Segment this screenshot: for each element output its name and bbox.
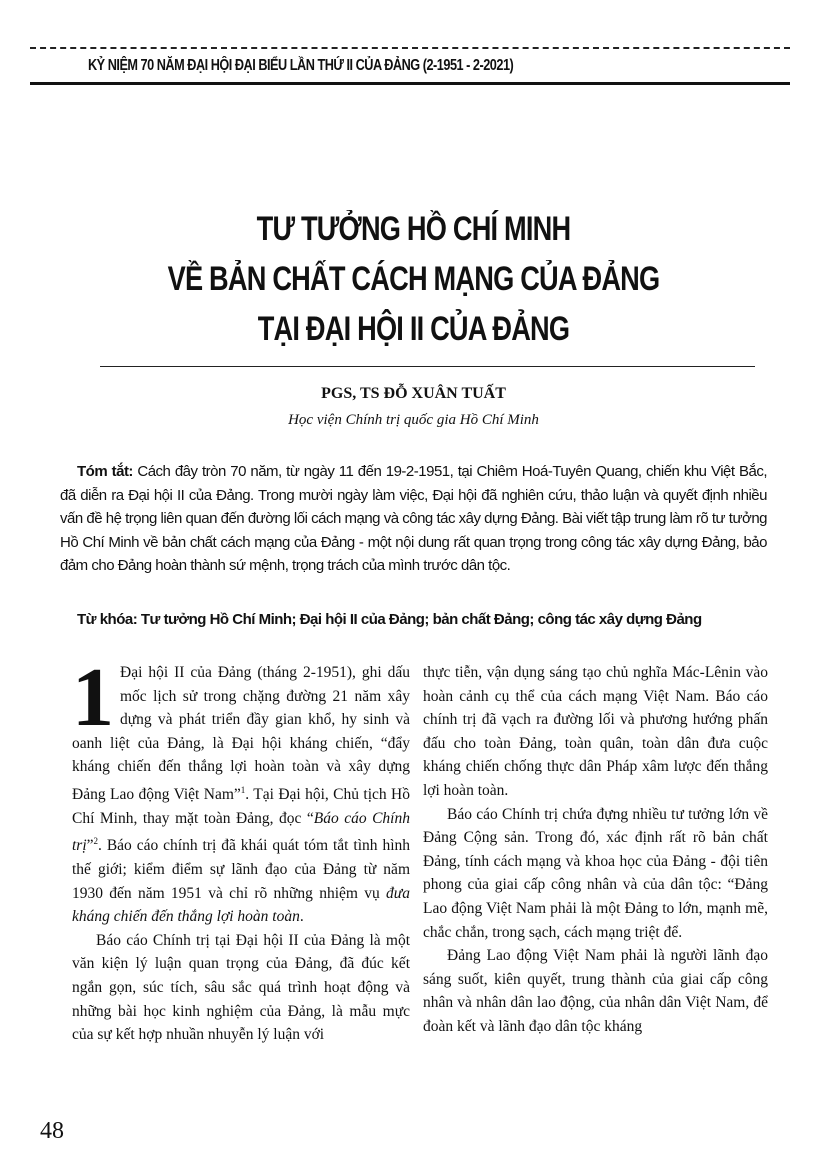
- italic-text: đưa kháng chiến đến thắng lợi hoàn toàn: [72, 884, 410, 926]
- title-rule: [100, 366, 755, 367]
- paragraph: [72, 651, 411, 929]
- paragraph: Đảng Lao động Việt Nam phải là người lãnh đạo sáng suốt, kiên quyết, trung thành của giai cấp công nhân và nhân dân lao động, của nhân dân Việt Nam, để đoàn kết và lãnh đạo dân tộc kháng: [423, 947, 768, 1035]
- paragraph: thực tiễn, vận dụng sáng tạo chủ nghĩa Mác-Lênin vào hoàn cảnh cụ thể của cách mạng Việt Nam. Báo cáo chính trị đã vạch ra đường lối và phương hướng phấn đấu cho toàn Đảng, toàn quân, toàn dân đưa cuộc kháng chiến chống thực dân Pháp xâm lược đến thắng lợi hoàn toàn.: [423, 664, 768, 799]
- abstract: [60, 460, 767, 578]
- running-header: KỶ NIỆM 70 NĂM ĐẠI HỘI ĐẠI BIỂU LẦN THỨ II CỦA ĐẢNG (2-1951 - 2-2021): [88, 57, 514, 74]
- text: . Báo cáo chính trị đã khái quát tóm tắt tình hình thế giới; kiểm điểm sự lãnh đạo của Đảng từ năm 1930 đến năm 1951 và chỉ rõ những nhiệm vụ: [72, 837, 410, 902]
- article-title: [0, 204, 827, 354]
- paragraph: Báo cáo Chính trị tại Đại hội II của Đảng là một văn kiện lý luận quan trọng của Đảng, đã đúc kết ngắn gọn, súc tích, sâu sắc quá trình hoạt động và những bài học kinh nghiệm của Đảng, là mẫu mực của sự kết hợp nhuần nhuyễn lý luận với: [72, 931, 410, 1044]
- title-line-3: TẠI ĐẠI HỘI II CỦA ĐẢNG: [257, 310, 570, 348]
- author-affiliation: Học viện Chính trị quốc gia Hồ Chí Minh: [288, 412, 539, 428]
- abstract-text: Cách đây tròn 70 năm, từ ngày 11 đến 19-2-1951, tại Chiêm Hoá-Tuyên Quang, chiến khu Việt Bắc, đã diễn ra Đại hội II của Đảng. Trong mười ngày làm việc, Đại hội đã nghiên cứu, thảo luận và quyết định nhiều vấn đề hệ trọng liên quan đến đường lối cách mạng và công tác xây dựng Đảng. Bài viết tập trung làm rõ tư tưởng Hồ Chí Minh về bản chất cách mạng của Đảng - một nội dung rất quan trọng trong công tác xây dựng Đảng, bảo đảm cho Đảng hoàn thành sứ mệnh, trọng trách của mình trước dân tộc.: [60, 463, 767, 574]
- text: . Tại Đại hội, Chủ tịch Hồ Chí Minh, thay mặt toàn Đảng, đọc “: [72, 786, 411, 827]
- header-rule: [30, 82, 790, 85]
- keywords: [77, 611, 702, 628]
- paragraph: Báo cáo Chính trị chứa đựng nhiều tư tưởng lớn về Đảng Cộng sản. Trong đó, xác định rất rõ bản chất Đảng, tính cách mạng và khoa học của Đảng - đội tiên phong của giai cấp công nhân và của dân tộc: “Đảng Lao động Việt Nam phải là một Đảng to lớn, mạnh mẽ, chắc chắn, trong sạch, cách mạng triệt để.: [423, 805, 768, 941]
- text: Đại hội II của Đảng (tháng 2-1951), ghi dấu mốc lịch sử trong chặng đường 21 năm xây dựng và phát triển đầy gian khổ, hy sinh và oanh liệt của Đảng, là Đại hội kháng chiến, “đẩy kháng chiến đến thắng lợi hoàn toàn và xây dựng Đảng Lao động Việt Nam”: [72, 664, 410, 804]
- drop-cap: 1: [72, 651, 114, 744]
- author-name: PGS, TS ĐỖ XUÂN TUẤT: [321, 385, 506, 402]
- title-line-1: TƯ TƯỞNG HỒ CHÍ MINH: [256, 210, 571, 248]
- header-dashed-rule: [30, 47, 790, 49]
- body-column-left: [72, 651, 411, 1047]
- page-number: 48: [40, 1118, 64, 1144]
- footnote-ref[interactable]: 2: [93, 836, 99, 847]
- text: .: [299, 908, 304, 926]
- keywords-label: Từ khóa:: [77, 611, 138, 628]
- text: ”: [86, 837, 94, 855]
- keywords-text: Tư tưởng Hồ Chí Minh; Đại hội II của Đảng; bản chất Đảng; công tác xây dựng Đảng: [137, 611, 702, 628]
- title-line-2: VỀ BẢN CHẤT CÁCH MẠNG CỦA ĐẢNG: [167, 260, 660, 298]
- italic-text: Báo cáo Chính trị: [72, 809, 410, 855]
- footnote-ref[interactable]: 1: [240, 784, 246, 795]
- body-column-right: [423, 661, 768, 1039]
- abstract-label: Tóm tắt:: [77, 463, 133, 480]
